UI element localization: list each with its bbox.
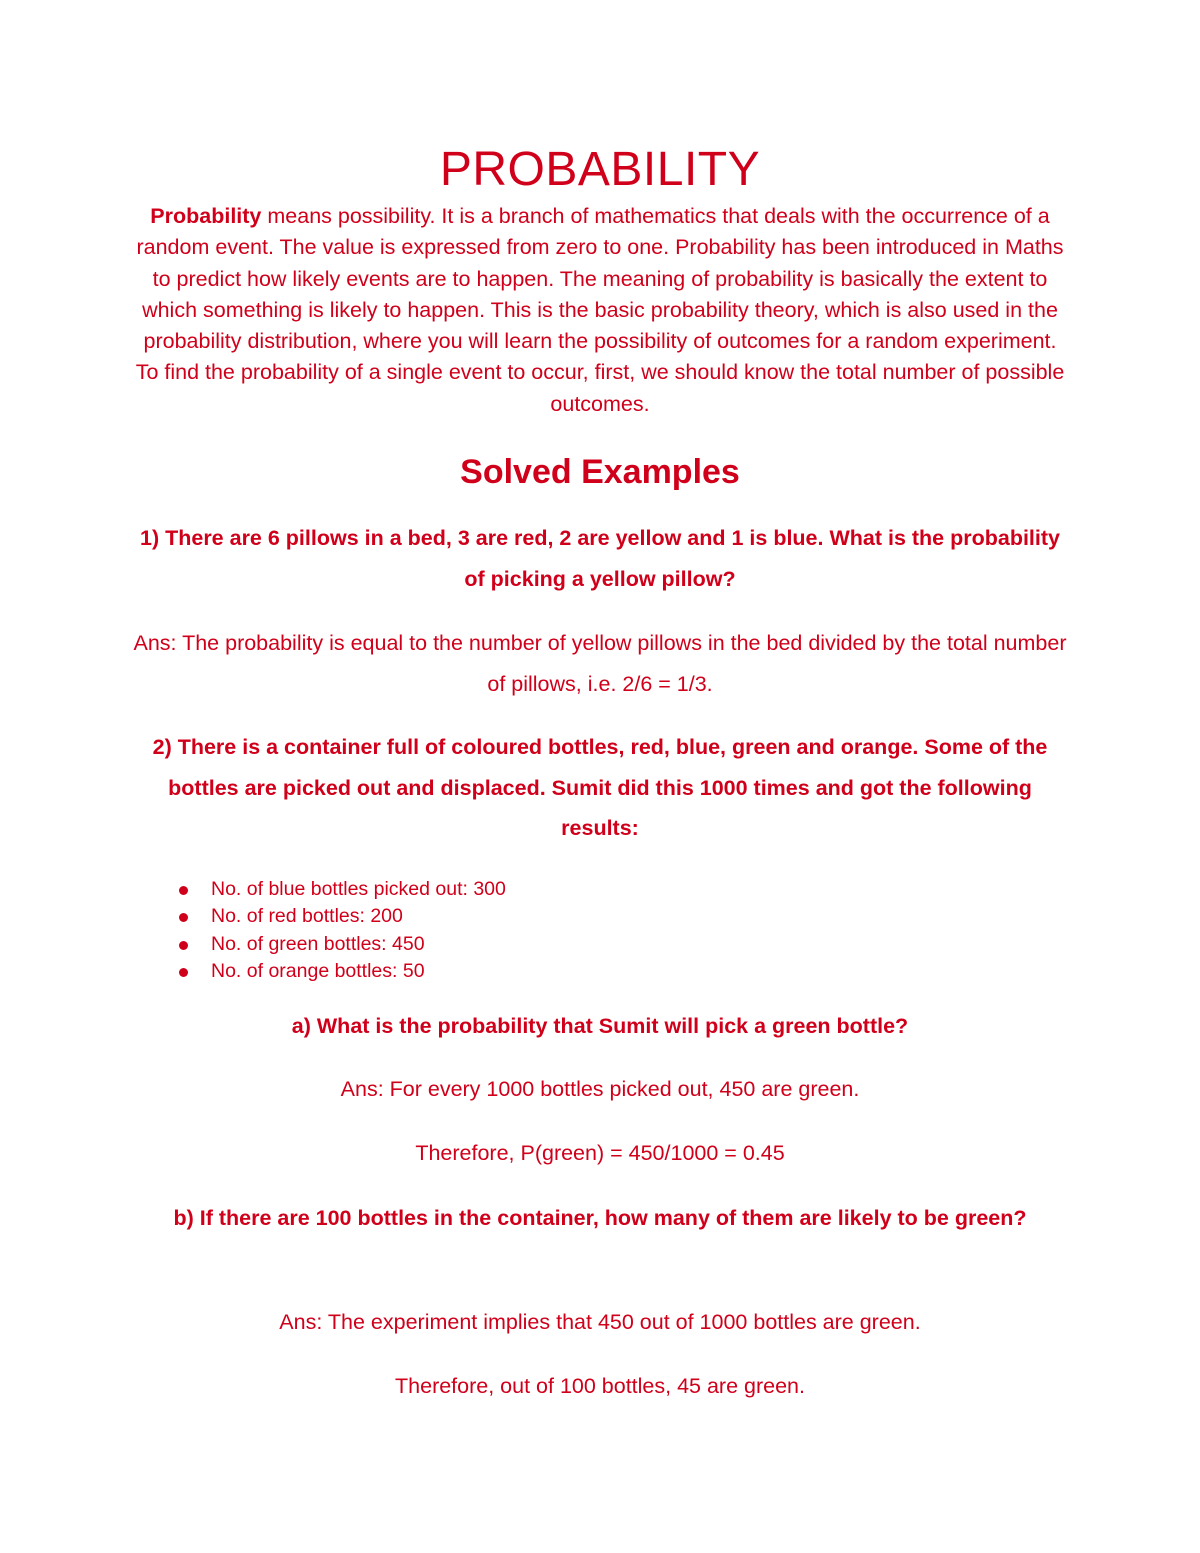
- intro-bold-lead: Probability: [150, 204, 262, 228]
- part-b-question: b) If there are 100 bottles in the container, how many of them are likely to be green?: [173, 1206, 1027, 1230]
- results-list: [176, 876, 506, 986]
- list-item-text: No. of green bottles: 450: [211, 932, 425, 955]
- intro-paragraph: [130, 201, 1070, 420]
- bullet-icon: [179, 913, 188, 922]
- example-2-question: 2) There is a container full of coloured bottles, red, blue, green and orange. Some of the bottles are picked out and displaced. Sumit did this 1000 times and got the following results:: [152, 735, 1048, 840]
- part-a-question: a) What is the probability that Sumit will pick a green bottle?: [291, 1014, 909, 1038]
- bullet-icon: [179, 886, 188, 895]
- part-b-answer-line-1: Ans: The experiment implies that 450 out of 1000 bottles are green.: [279, 1310, 921, 1334]
- intro-text: means possibility. It is a branch of mathematics that deals with the occurrence of a random event. The value is expressed from zero to one. Probability has been introduced in Maths to predict how likely events are to happen. The meaning of probability is basically the extent to which something is likely to happen. This is the basic probability theory, which is also used in the probability distribution, where you will learn the possibility of outcomes for a random experiment. To find the probability of a single event to occur, first, we should know the total number of possible outcomes.: [135, 204, 1065, 416]
- part-a-answer-line-2: Therefore, P(green) = 450/1000 = 0.45: [415, 1141, 785, 1165]
- example-1-question: 1) There are 6 pillows in a bed, 3 are red, 2 are yellow and 1 is blue. What is the probability of picking a yellow pillow?: [140, 526, 1060, 591]
- list-item: [176, 876, 506, 903]
- example-1-answer: Ans: The probability is equal to the number of yellow pillows in the bed divided by the total number of pillows, i.e. 2/6 = 1/3.: [133, 631, 1067, 696]
- part-b-answer-line-2: Therefore, out of 100 bottles, 45 are green.: [395, 1374, 805, 1398]
- list-item-text: No. of blue bottles picked out: 300: [211, 878, 506, 900]
- list-item-text: No. of red bottles: 200: [211, 905, 403, 928]
- bullet-icon: [179, 968, 188, 977]
- list-item: [176, 931, 506, 958]
- list-item-text: No. of orange bottles: 50: [211, 960, 425, 983]
- section-heading: Solved Examples: [460, 453, 740, 491]
- part-a-answer-line-1: Ans: For every 1000 bottles picked out, 450 are green.: [340, 1077, 860, 1101]
- bullet-icon: [179, 941, 188, 950]
- list-item: [176, 903, 506, 930]
- page-title: PROBABILITY: [439, 143, 761, 196]
- list-item: [176, 958, 506, 985]
